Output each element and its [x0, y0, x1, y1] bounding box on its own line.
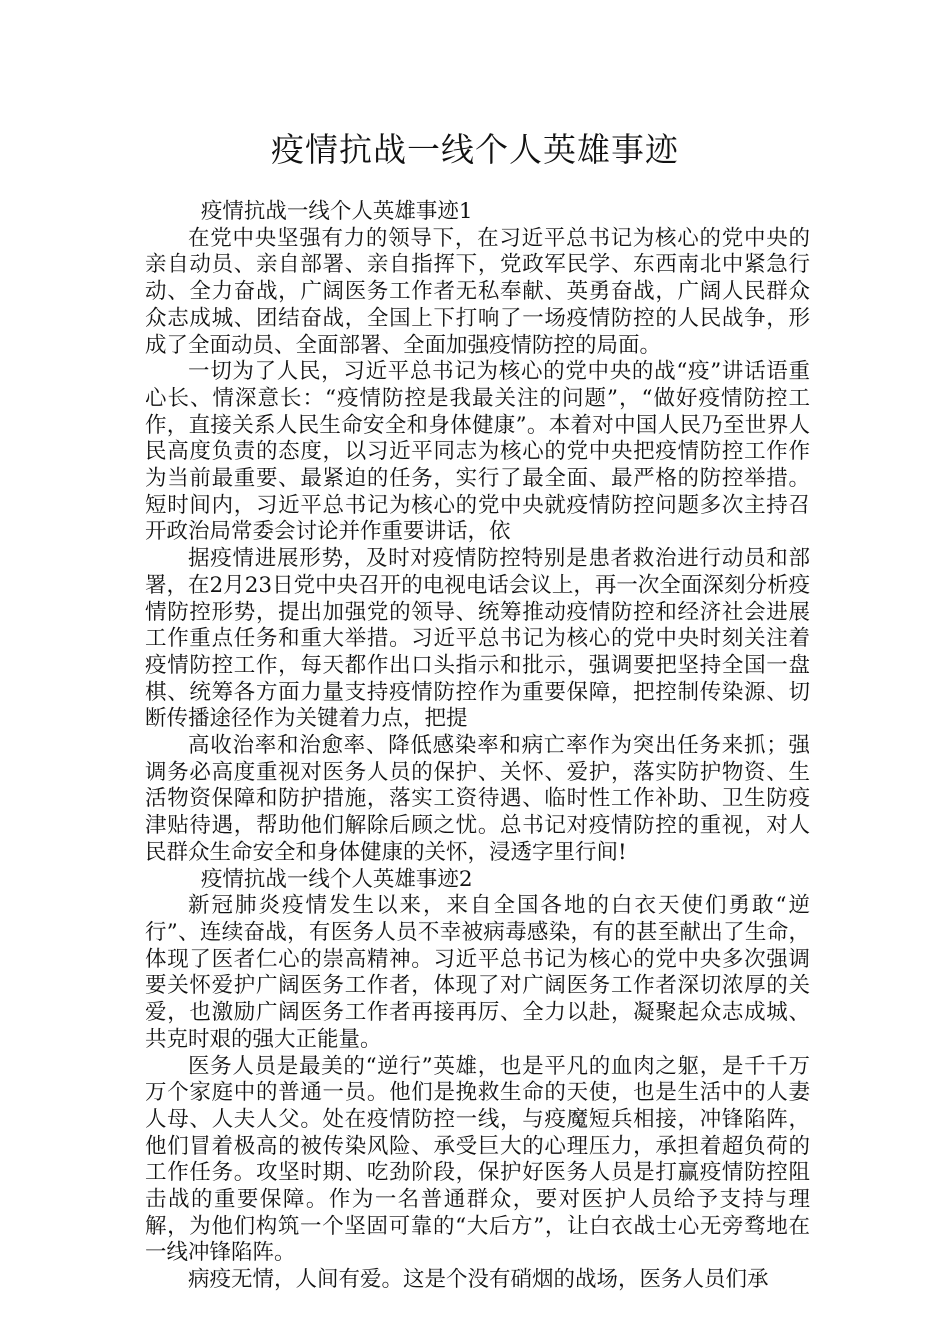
section-heading-2: 疫情抗战一线个人英雄事迹2 — [200, 866, 473, 892]
body-paragraph: 新冠肺炎疫情发生以来，来自全国各地的白衣天使们勇敢“逆行”、连续奋战，有医务人员不幸被病毒感染，有的甚至献出了生命，体现了医者仁心的崇高精神。习近平总书记为核心的党中央多次强调要关怀爱护广阔医务工作者，体现了对广阔医务工作者深切浓厚的关爱，也激励广阔医务工作者再接再厉、全力以赴，凝聚起众志成城、共克时艰的强大正能量。 — [145, 893, 810, 1052]
body-paragraph: 在党中央坚强有力的领导下，在习近平总书记为核心的党中央的亲自动员、亲自部署、亲自指挥下，党政军民学、东西南北中紧急行动、全力奋战，广阔医务工作者无私奉献、英勇奋战，广阔人民群众众志成城、团结奋战，全国上下打响了一场疫情防控的人民战争，形成了全面动员、全面部署、全面加强疫情防控的局面。 — [145, 225, 810, 358]
document-body — [145, 199, 810, 1294]
body-paragraph: 高收治率和治愈率、降低感染率和病亡率作为突出任务来抓；强调务必高度重视对医务人员的保护、关怀、爱护，落实防护物资、生活物资保障和防护措施，落实工资待遇、临时性工作补助、卫生防疫津贴待遇，帮助他们解除后顾之忧。总书记对疫情防控的重视，对人民群众生命安全和身体健康的关怀，浸透字里行间! — [145, 733, 810, 865]
body-paragraph: 一切为了人民，习近平总书记为核心的党中央的战“疫”讲话语重心长、情深意长：“疫情防控是我最关注的问题”，“做好疫情防控工作，直接关系人民生命安全和身体健康”。本着对中国人民乃至世界人民高度负责的态度，以习近平同志为核心的党中央把疫情防控工作作为当前最重要、最紧迫的任务，实行了最全面、最严格的防控举措。短时间内，习近平总书记为核心的党中央就疫情防控问题多次主持召开政治局常委会讨论并作重要讲话，依 — [145, 359, 810, 545]
body-paragraph: 据疫情进展形势，及时对疫情防控特别是患者救治进行动员和部署，在2月23日党中央召开的电视电话会议上，再一次全面深刻分析疫情防控形势，提出加强党的领导、统筹推动疫情防控和经济社会进展工作重点任务和重大举措。习近平总书记为核心的党中央时刻关注着疫情防控工作，每天都作出口头指示和批示，强调要把坚持全国一盘棋、统筹各方面力量支持疫情防控作为重要保障，把控制传染源、切断传播途径作为关键着力点，把提 — [145, 546, 810, 732]
body-paragraph: 病疫无情，人间有爱。这是个没有硝烟的战场，医务人员们承 — [188, 1267, 769, 1293]
body-paragraph: 医务人员是最美的“逆行”英雄，也是平凡的血肉之躯，是千千万万个家庭中的普通一员。他们是挽救生命的天使，也是生活中的人妻人母、人夫人父。处在疫情防控一线，与疫魔短兵相接，冲锋陷阵，他们冒着极高的被传染风险、承受巨大的心理压力，承担着超负荷的工作任务。攻坚时期、吃劲阶段，保护好医务人员是打赢疫情防控阻击战的重要保障。作为一名普通群众，要对医护人员给予支持与理解，为他们构筑一个坚固可靠的“大后方”，让白衣战士心无旁骛地在一线冲锋陷阵。 — [145, 1053, 810, 1266]
section-heading-1: 疫情抗战一线个人英雄事迹1 — [200, 199, 473, 224]
document-title: 疫情抗战一线个人英雄事迹 — [271, 130, 679, 169]
